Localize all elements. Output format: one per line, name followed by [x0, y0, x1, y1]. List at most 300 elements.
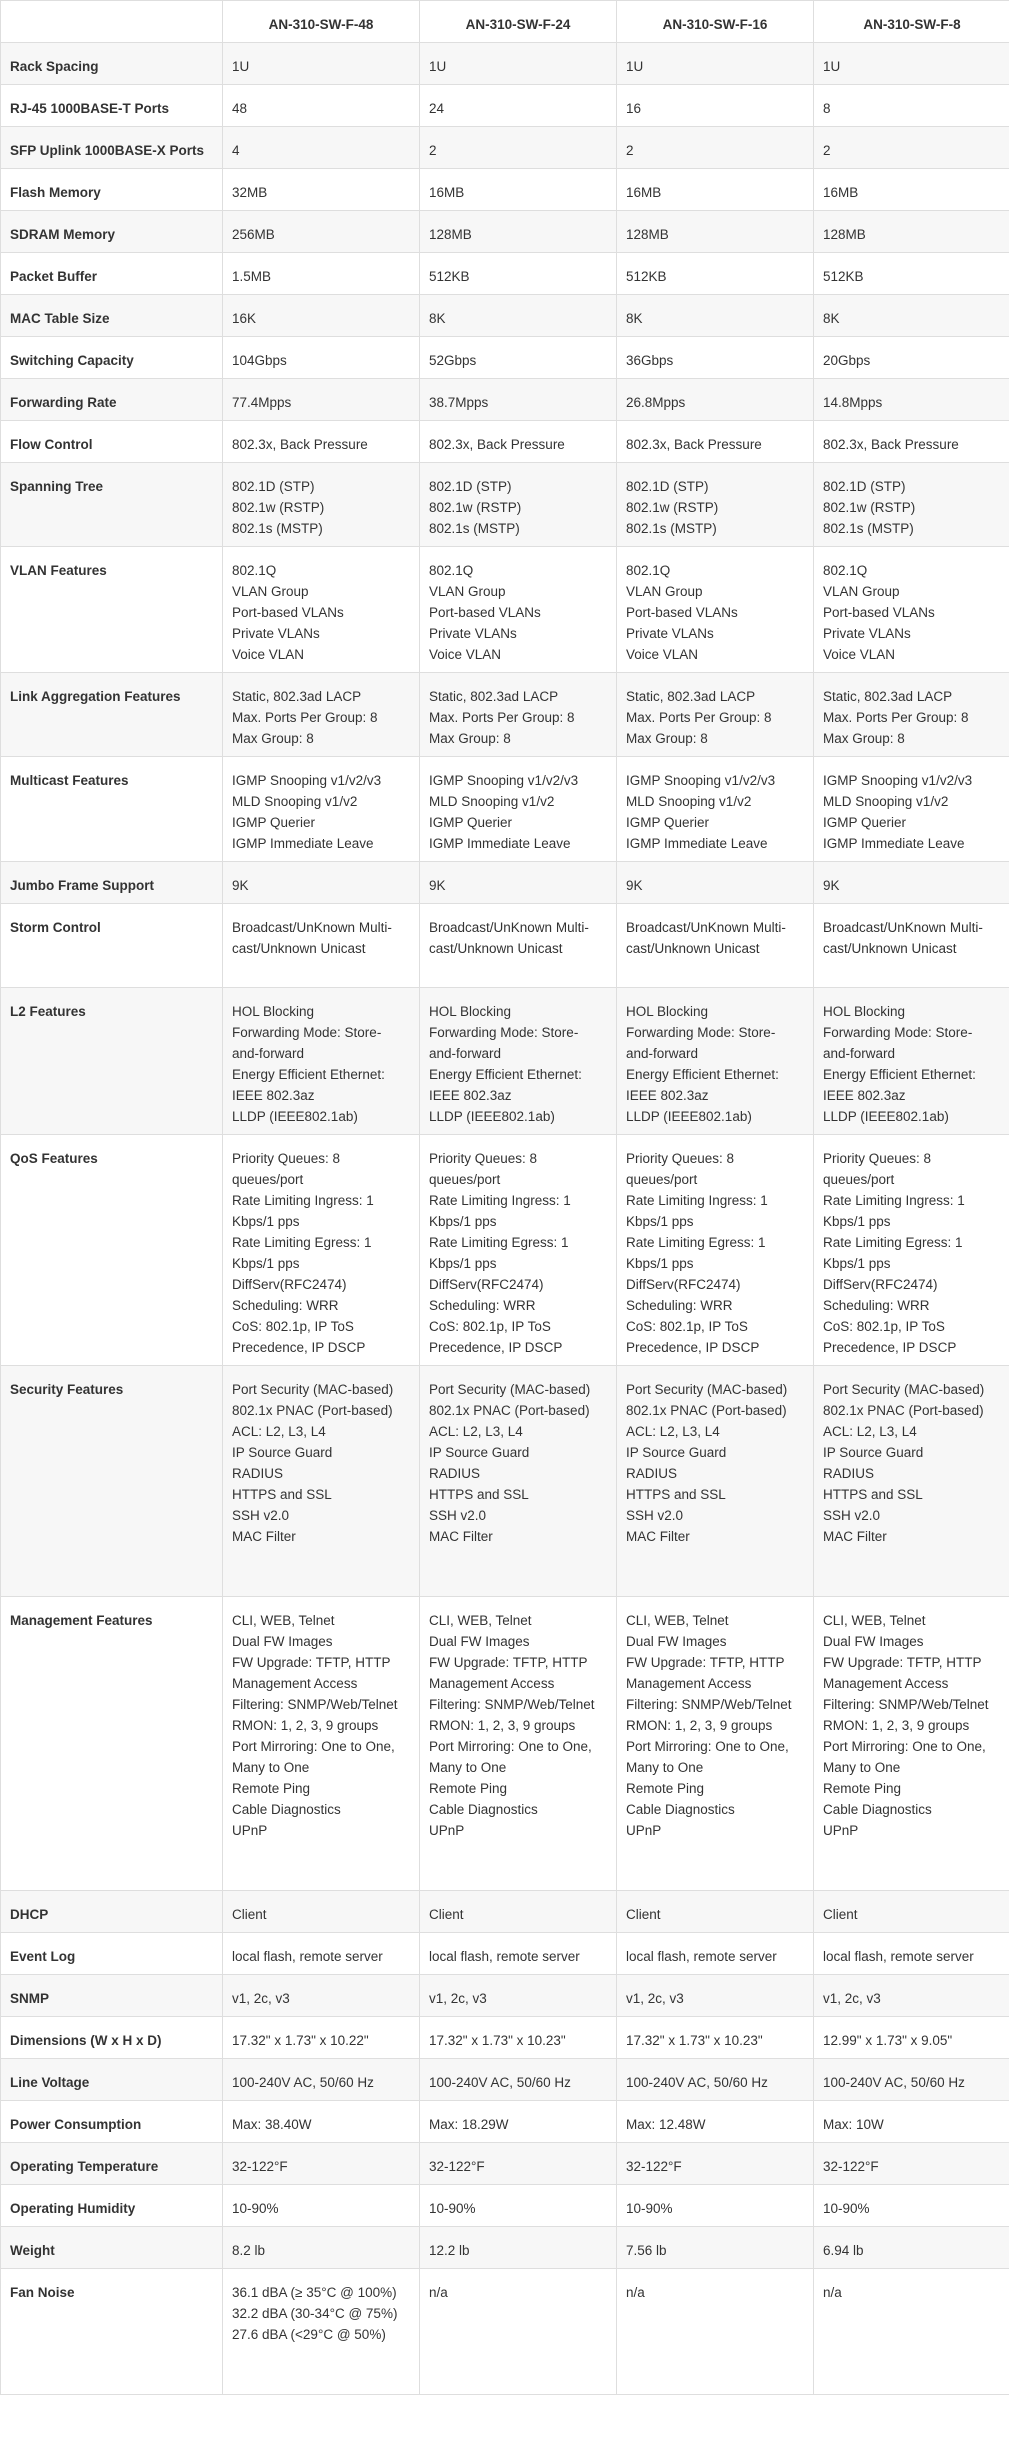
- spec-cell-line: 38.7Mpps: [429, 395, 489, 410]
- spec-cell-line: queues/port: [232, 1172, 304, 1187]
- spec-cell-line: UPnP: [232, 1823, 268, 1838]
- spec-cell-line: HOL Blocking: [429, 1004, 512, 1019]
- spec-cell-line: RMON: 1, 2, 3, 9 groups: [626, 1718, 773, 1733]
- spec-cell: [617, 1891, 814, 1933]
- spec-cell-line: and-forward: [626, 1046, 699, 1061]
- spec-cell-line: Port Mirroring: One to One,: [823, 1739, 986, 1754]
- spec-cell-line: CoS: 802.1p, IP ToS: [823, 1319, 945, 1334]
- spec-cell-line: FW Upgrade: TFTP, HTTP: [626, 1655, 785, 1670]
- row-label: Multicast Features: [1, 757, 223, 862]
- spec-cell-line: HTTPS and SSL: [429, 1487, 529, 1502]
- spec-cell-line: 9K: [429, 878, 446, 893]
- spec-cell-line: 8: [823, 101, 831, 116]
- spec-cell-line: 1U: [232, 59, 250, 74]
- spec-cell-line: Scheduling: WRR: [232, 1298, 339, 1313]
- spec-cell-line: Max. Ports Per Group: 8: [429, 710, 575, 725]
- spec-cell-line: 16MB: [823, 185, 859, 200]
- spec-cell-line: and-forward: [823, 1046, 896, 1061]
- row-label: Storm Control: [1, 904, 223, 988]
- row-label: MAC Table Size: [1, 295, 223, 337]
- spec-cell: [814, 253, 1009, 295]
- spec-cell-line: n/a: [823, 2285, 842, 2300]
- spec-cell-line: 32-122°F: [626, 2159, 682, 2174]
- spec-cell: [814, 2269, 1009, 2395]
- spec-cell-line: IEEE 802.3az: [232, 1088, 315, 1103]
- spec-cell-line: CLI, WEB, Telnet: [232, 1613, 335, 1628]
- spec-cell-line: queues/port: [429, 1172, 501, 1187]
- spec-cell-line: Port-based VLANs: [626, 605, 738, 620]
- table-row: [1, 673, 1009, 757]
- table-row: [1, 2269, 1009, 2395]
- spec-cell: [814, 43, 1009, 85]
- spec-cell-line: DiffServ(RFC2474): [429, 1277, 544, 1292]
- header-cell-model: AN-310-SW-F-8: [814, 1, 1009, 43]
- spec-cell-line: Scheduling: WRR: [626, 1298, 733, 1313]
- spec-cell-line: 802.1D (STP): [232, 479, 315, 494]
- spec-cell-line: Dual FW Images: [823, 1634, 924, 1649]
- spec-cell-line: v1, 2c, v3: [823, 1991, 881, 2006]
- spec-cell: [223, 379, 420, 421]
- spec-cell-line: 10-90%: [823, 2201, 870, 2216]
- spec-cell: [223, 1975, 420, 2017]
- spec-cell: [814, 421, 1009, 463]
- spec-cell: [617, 2185, 814, 2227]
- spec-cell-line: 802.3x, Back Pressure: [232, 437, 368, 452]
- row-label: SDRAM Memory: [1, 211, 223, 253]
- spec-cell-line: 14.8Mpps: [823, 395, 883, 410]
- spec-cell: [617, 2017, 814, 2059]
- header-row: [1, 1, 1009, 43]
- spec-cell-line: 48: [232, 101, 248, 116]
- spec-cell-line: 802.1Q: [232, 563, 277, 578]
- spec-cell-line: LLDP (IEEE802.1ab): [232, 1109, 358, 1124]
- spec-cell-line: RADIUS: [429, 1466, 481, 1481]
- spec-cell-line: 802.1Q: [626, 563, 671, 578]
- row-label: Jumbo Frame Support: [1, 862, 223, 904]
- spec-cell: [223, 43, 420, 85]
- spec-cell-line: Broadcast/UnKnown Multi-: [823, 920, 983, 935]
- spec-cell: [223, 85, 420, 127]
- spec-cell-line: Filtering: SNMP/Web/Telnet: [232, 1697, 398, 1712]
- spec-cell-line: 16K: [232, 311, 257, 326]
- spec-cell: [617, 421, 814, 463]
- spec-cell-line: Energy Efficient Ethernet:: [429, 1067, 582, 1082]
- spec-cell-line: 10-90%: [232, 2201, 279, 2216]
- spec-cell-line: FW Upgrade: TFTP, HTTP: [232, 1655, 391, 1670]
- spec-cell-line: local flash, remote server: [429, 1949, 580, 1964]
- spec-cell-line: IGMP Querier: [232, 815, 316, 830]
- spec-cell-line: ACL: L2, L3, L4: [626, 1424, 720, 1439]
- spec-cell-line: Precedence, IP DSCP: [626, 1340, 760, 1355]
- spec-cell-line: Dual FW Images: [626, 1634, 727, 1649]
- spec-cell: [617, 988, 814, 1135]
- spec-cell-line: FW Upgrade: TFTP, HTTP: [823, 1655, 982, 1670]
- spec-cell-line: Priority Queues: 8: [626, 1151, 735, 1166]
- spec-cell-line: IGMP Immediate Leave: [232, 836, 374, 851]
- spec-cell: [814, 2101, 1009, 2143]
- spec-cell: [814, 547, 1009, 673]
- spec-cell-line: 1U: [429, 59, 447, 74]
- spec-cell-line: Client: [429, 1907, 464, 1922]
- spec-cell: [617, 43, 814, 85]
- spec-cell-line: local flash, remote server: [232, 1949, 383, 1964]
- spec-cell-line: 100-240V AC, 50/60 Hz: [429, 2075, 571, 2090]
- spec-cell: [223, 2143, 420, 2185]
- spec-cell-line: Broadcast/UnKnown Multi-: [232, 920, 392, 935]
- spec-cell-line: Rate Limiting Ingress: 1: [429, 1193, 571, 1208]
- row-label: Fan Noise: [1, 2269, 223, 2395]
- row-label: Rack Spacing: [1, 43, 223, 85]
- spec-cell-line: SSH v2.0: [823, 1508, 881, 1523]
- spec-cell: [814, 757, 1009, 862]
- spec-cell-line: Max Group: 8: [626, 731, 708, 746]
- spec-cell-line: queues/port: [823, 1172, 895, 1187]
- spec-cell-line: Cable Diagnostics: [823, 1802, 932, 1817]
- spec-cell-line: Max. Ports Per Group: 8: [823, 710, 969, 725]
- spec-cell-line: 77.4Mpps: [232, 395, 292, 410]
- spec-cell: [420, 43, 617, 85]
- spec-cell: [814, 2185, 1009, 2227]
- spec-cell: [617, 463, 814, 547]
- spec-cell-line: Forwarding Mode: Store-: [823, 1025, 973, 1040]
- spec-cell: [420, 1135, 617, 1366]
- spec-cell-line: LLDP (IEEE802.1ab): [429, 1109, 555, 1124]
- spec-cell: [814, 1975, 1009, 2017]
- spec-cell: [617, 904, 814, 988]
- spec-cell-line: Scheduling: WRR: [429, 1298, 536, 1313]
- spec-cell: [223, 2101, 420, 2143]
- spec-cell-line: 100-240V AC, 50/60 Hz: [626, 2075, 768, 2090]
- spec-cell-line: Static, 802.3ad LACP: [429, 689, 559, 704]
- header-cell-model: AN-310-SW-F-48: [223, 1, 420, 43]
- spec-cell-line: 9K: [823, 878, 840, 893]
- spec-cell-line: local flash, remote server: [626, 1949, 777, 1964]
- spec-cell-line: Priority Queues: 8: [232, 1151, 341, 1166]
- row-label: Weight: [1, 2227, 223, 2269]
- row-label: L2 Features: [1, 988, 223, 1135]
- spec-cell: [223, 463, 420, 547]
- spec-cell-line: v1, 2c, v3: [429, 1991, 487, 2006]
- spec-cell-line: Private VLANs: [626, 626, 714, 641]
- row-label: Line Voltage: [1, 2059, 223, 2101]
- spec-cell: [420, 169, 617, 211]
- spec-cell: [814, 211, 1009, 253]
- spec-cell: [420, 337, 617, 379]
- spec-cell-line: Voice VLAN: [232, 647, 305, 662]
- spec-cell-line: 26.8Mpps: [626, 395, 686, 410]
- spec-cell-line: v1, 2c, v3: [232, 1991, 290, 2006]
- spec-cell: [223, 757, 420, 862]
- spec-cell: [420, 862, 617, 904]
- spec-cell-line: Rate Limiting Ingress: 1: [823, 1193, 965, 1208]
- spec-cell: [814, 988, 1009, 1135]
- spec-cell-line: 802.3x, Back Pressure: [429, 437, 565, 452]
- spec-cell: [814, 169, 1009, 211]
- spec-cell-line: CoS: 802.1p, IP ToS: [232, 1319, 354, 1334]
- spec-cell-line: 100-240V AC, 50/60 Hz: [823, 2075, 965, 2090]
- spec-cell-line: 24: [429, 101, 445, 116]
- spec-cell: [223, 169, 420, 211]
- spec-cell-line: 2: [823, 143, 831, 158]
- spec-cell-line: Static, 802.3ad LACP: [232, 689, 362, 704]
- spec-cell-line: Management Access: [429, 1676, 555, 1691]
- spec-cell: [420, 1975, 617, 2017]
- spec-cell-line: 1.5MB: [232, 269, 272, 284]
- spec-cell-line: RADIUS: [626, 1466, 678, 1481]
- spec-cell-line: IGMP Snooping v1/v2/v3: [429, 773, 579, 788]
- spec-cell-line: 10-90%: [626, 2201, 673, 2216]
- table-row: [1, 2017, 1009, 2059]
- header-cell-empty: [1, 1, 223, 43]
- spec-cell-line: Max. Ports Per Group: 8: [232, 710, 378, 725]
- spec-cell-line: Management Access: [823, 1676, 949, 1691]
- spec-cell-line: n/a: [429, 2285, 448, 2300]
- spec-cell-line: DiffServ(RFC2474): [823, 1277, 938, 1292]
- spec-cell: [814, 1366, 1009, 1597]
- table-row: [1, 295, 1009, 337]
- spec-cell-line: 1U: [626, 59, 644, 74]
- spec-cell-line: 32-122°F: [429, 2159, 485, 2174]
- spec-cell-line: Cable Diagnostics: [429, 1802, 538, 1817]
- spec-cell: [617, 1366, 814, 1597]
- spec-cell: [814, 904, 1009, 988]
- spec-cell-line: Voice VLAN: [823, 647, 896, 662]
- spec-cell-line: UPnP: [823, 1823, 859, 1838]
- spec-cell-line: RADIUS: [232, 1466, 284, 1481]
- spec-cell: [617, 2227, 814, 2269]
- table-row: [1, 43, 1009, 85]
- spec-cell-line: Kbps/1 pps: [626, 1214, 694, 1229]
- spec-cell-line: local flash, remote server: [823, 1949, 974, 1964]
- spec-cell-line: Port Mirroring: One to One,: [429, 1739, 592, 1754]
- spec-cell: [617, 1975, 814, 2017]
- spec-cell-line: RMON: 1, 2, 3, 9 groups: [429, 1718, 576, 1733]
- table-row: [1, 1975, 1009, 2017]
- spec-cell-line: 512KB: [626, 269, 667, 284]
- spec-cell-line: Private VLANs: [823, 626, 911, 641]
- spec-cell: [814, 379, 1009, 421]
- spec-cell: [223, 2227, 420, 2269]
- spec-cell-line: VLAN Group: [232, 584, 309, 599]
- spec-cell-line: SSH v2.0: [626, 1508, 684, 1523]
- spec-cell-line: LLDP (IEEE802.1ab): [626, 1109, 752, 1124]
- row-label: Security Features: [1, 1366, 223, 1597]
- table-row: [1, 379, 1009, 421]
- spec-cell-line: Scheduling: WRR: [823, 1298, 930, 1313]
- spec-cell-line: 16: [626, 101, 642, 116]
- spec-cell: [420, 127, 617, 169]
- spec-cell: [814, 862, 1009, 904]
- row-label: Spanning Tree: [1, 463, 223, 547]
- spec-cell-line: 16MB: [429, 185, 465, 200]
- table-row: [1, 1366, 1009, 1597]
- spec-cell-line: UPnP: [626, 1823, 662, 1838]
- spec-cell-line: Filtering: SNMP/Web/Telnet: [626, 1697, 792, 1712]
- spec-cell-line: 512KB: [823, 269, 864, 284]
- spec-cell-line: 128MB: [429, 227, 472, 242]
- spec-cell-line: Cable Diagnostics: [232, 1802, 341, 1817]
- spec-cell-line: Precedence, IP DSCP: [232, 1340, 366, 1355]
- spec-cell-line: Priority Queues: 8: [823, 1151, 932, 1166]
- spec-cell-line: IGMP Snooping v1/v2/v3: [823, 773, 973, 788]
- spec-cell-line: Remote Ping: [232, 1781, 311, 1796]
- spec-cell: [223, 2185, 420, 2227]
- spec-cell-line: 802.1w (RSTP): [429, 500, 522, 515]
- spec-cell-line: 802.1D (STP): [626, 479, 709, 494]
- spec-cell: [617, 127, 814, 169]
- row-label: Flash Memory: [1, 169, 223, 211]
- table-row: [1, 988, 1009, 1135]
- spec-cell: [420, 1366, 617, 1597]
- spec-cell: [420, 211, 617, 253]
- spec-cell-line: MLD Snooping v1/v2: [429, 794, 555, 809]
- spec-cell-line: 12.2 lb: [429, 2243, 470, 2258]
- spec-cell: [814, 127, 1009, 169]
- spec-cell-line: CLI, WEB, Telnet: [823, 1613, 926, 1628]
- spec-cell-line: 9K: [626, 878, 643, 893]
- spec-cell-line: Rate Limiting Ingress: 1: [626, 1193, 768, 1208]
- spec-cell-line: Private VLANs: [232, 626, 320, 641]
- spec-cell-line: Dual FW Images: [429, 1634, 530, 1649]
- spec-cell-line: Port Security (MAC-based): [232, 1382, 394, 1397]
- spec-cell-line: 2: [429, 143, 437, 158]
- row-label: Management Features: [1, 1597, 223, 1891]
- spec-cell: [617, 1597, 814, 1891]
- spec-cell-line: 52Gbps: [429, 353, 477, 368]
- table-row: [1, 1135, 1009, 1366]
- spec-cell: [420, 421, 617, 463]
- spec-cell: [223, 2059, 420, 2101]
- spec-cell: [617, 1933, 814, 1975]
- table-row: [1, 463, 1009, 547]
- spec-cell-line: HOL Blocking: [626, 1004, 709, 1019]
- spec-cell: [814, 673, 1009, 757]
- spec-cell: [617, 1135, 814, 1366]
- spec-cell: [223, 211, 420, 253]
- spec-cell-line: IGMP Querier: [626, 815, 710, 830]
- spec-cell-line: Remote Ping: [626, 1781, 705, 1796]
- spec-cell-line: Forwarding Mode: Store-: [232, 1025, 382, 1040]
- spec-cell: [617, 547, 814, 673]
- spec-cell: [617, 2269, 814, 2395]
- spec-cell-line: Remote Ping: [823, 1781, 902, 1796]
- row-label: Power Consumption: [1, 2101, 223, 2143]
- spec-cell-line: MLD Snooping v1/v2: [626, 794, 752, 809]
- spec-cell: [814, 2143, 1009, 2185]
- spec-cell: [617, 2059, 814, 2101]
- spec-cell-line: Port Security (MAC-based): [626, 1382, 788, 1397]
- spec-cell-line: 802.1s (MSTP): [626, 521, 717, 536]
- spec-cell-line: Kbps/1 pps: [429, 1214, 497, 1229]
- spec-cell-line: Priority Queues: 8: [429, 1151, 538, 1166]
- spec-cell-line: Energy Efficient Ethernet:: [232, 1067, 385, 1082]
- spec-cell: [420, 379, 617, 421]
- spec-cell-line: Forwarding Mode: Store-: [429, 1025, 579, 1040]
- spec-cell: [223, 295, 420, 337]
- row-label: QoS Features: [1, 1135, 223, 1366]
- table-row: [1, 1933, 1009, 1975]
- table-row: [1, 253, 1009, 295]
- spec-cell: [617, 757, 814, 862]
- spec-cell-line: Many to One: [626, 1760, 704, 1775]
- spec-cell-line: HTTPS and SSL: [823, 1487, 923, 1502]
- spec-cell: [223, 253, 420, 295]
- spec-cell-line: Filtering: SNMP/Web/Telnet: [823, 1697, 989, 1712]
- spec-cell-line: Max Group: 8: [823, 731, 905, 746]
- spec-cell-line: 8K: [823, 311, 840, 326]
- table-row: [1, 757, 1009, 862]
- spec-cell-line: Port-based VLANs: [823, 605, 935, 620]
- spec-cell-line: Precedence, IP DSCP: [823, 1340, 957, 1355]
- spec-cell-line: SSH v2.0: [429, 1508, 487, 1523]
- table-row: [1, 2227, 1009, 2269]
- spec-cell: [814, 2227, 1009, 2269]
- spec-cell-line: 7.56 lb: [626, 2243, 667, 2258]
- spec-cell-line: IP Source Guard: [626, 1445, 727, 1460]
- spec-cell: [420, 2059, 617, 2101]
- spec-cell-line: MAC Filter: [823, 1529, 887, 1544]
- spec-cell: [420, 904, 617, 988]
- spec-cell-line: Broadcast/UnKnown Multi-: [626, 920, 786, 935]
- spec-cell-line: SSH v2.0: [232, 1508, 290, 1523]
- spec-cell: [814, 1891, 1009, 1933]
- row-label: DHCP: [1, 1891, 223, 1933]
- spec-cell: [617, 2143, 814, 2185]
- spec-cell-line: 802.1s (MSTP): [823, 521, 914, 536]
- spec-cell: [223, 127, 420, 169]
- spec-cell-line: 17.32" x 1.73" x 10.23": [626, 2033, 763, 2048]
- spec-cell-line: cast/Unknown Unicast: [823, 941, 957, 956]
- spec-cell-line: CLI, WEB, Telnet: [626, 1613, 729, 1628]
- spec-cell-line: and-forward: [232, 1046, 305, 1061]
- row-label: SFP Uplink 1000BASE-X Ports: [1, 127, 223, 169]
- spec-cell-line: 128MB: [626, 227, 669, 242]
- spec-cell-line: Kbps/1 pps: [232, 1214, 300, 1229]
- spec-cell-line: Kbps/1 pps: [429, 1256, 497, 1271]
- spec-cell-line: 8K: [626, 311, 643, 326]
- spec-cell: [223, 862, 420, 904]
- spec-cell: [814, 1135, 1009, 1366]
- spec-cell-line: IP Source Guard: [429, 1445, 530, 1460]
- spec-cell: [617, 337, 814, 379]
- spec-cell-line: 802.1s (MSTP): [429, 521, 520, 536]
- table-row: [1, 1597, 1009, 1891]
- row-label: Packet Buffer: [1, 253, 223, 295]
- spec-cell-line: 802.3x, Back Pressure: [823, 437, 959, 452]
- table-row: [1, 1891, 1009, 1933]
- spec-cell-line: DiffServ(RFC2474): [626, 1277, 741, 1292]
- spec-cell: [223, 1135, 420, 1366]
- spec-cell-line: Voice VLAN: [429, 647, 502, 662]
- spec-cell-line: 802.3x, Back Pressure: [626, 437, 762, 452]
- spec-cell-line: 256MB: [232, 227, 275, 242]
- spec-cell-line: Rate Limiting Egress: 1: [232, 1235, 372, 1250]
- spec-cell-line: Rate Limiting Egress: 1: [823, 1235, 963, 1250]
- spec-cell: [223, 1891, 420, 1933]
- spec-cell-line: 9K: [232, 878, 249, 893]
- table-row: [1, 547, 1009, 673]
- spec-cell-line: n/a: [626, 2285, 645, 2300]
- row-label: Flow Control: [1, 421, 223, 463]
- spec-cell-line: cast/Unknown Unicast: [232, 941, 366, 956]
- spec-cell-line: Rate Limiting Ingress: 1: [232, 1193, 374, 1208]
- row-label: VLAN Features: [1, 547, 223, 673]
- spec-cell-line: Remote Ping: [429, 1781, 508, 1796]
- spec-cell-line: IEEE 802.3az: [429, 1088, 512, 1103]
- spec-cell: [223, 421, 420, 463]
- spec-cell: [814, 2059, 1009, 2101]
- spec-cell-line: 32-122°F: [823, 2159, 879, 2174]
